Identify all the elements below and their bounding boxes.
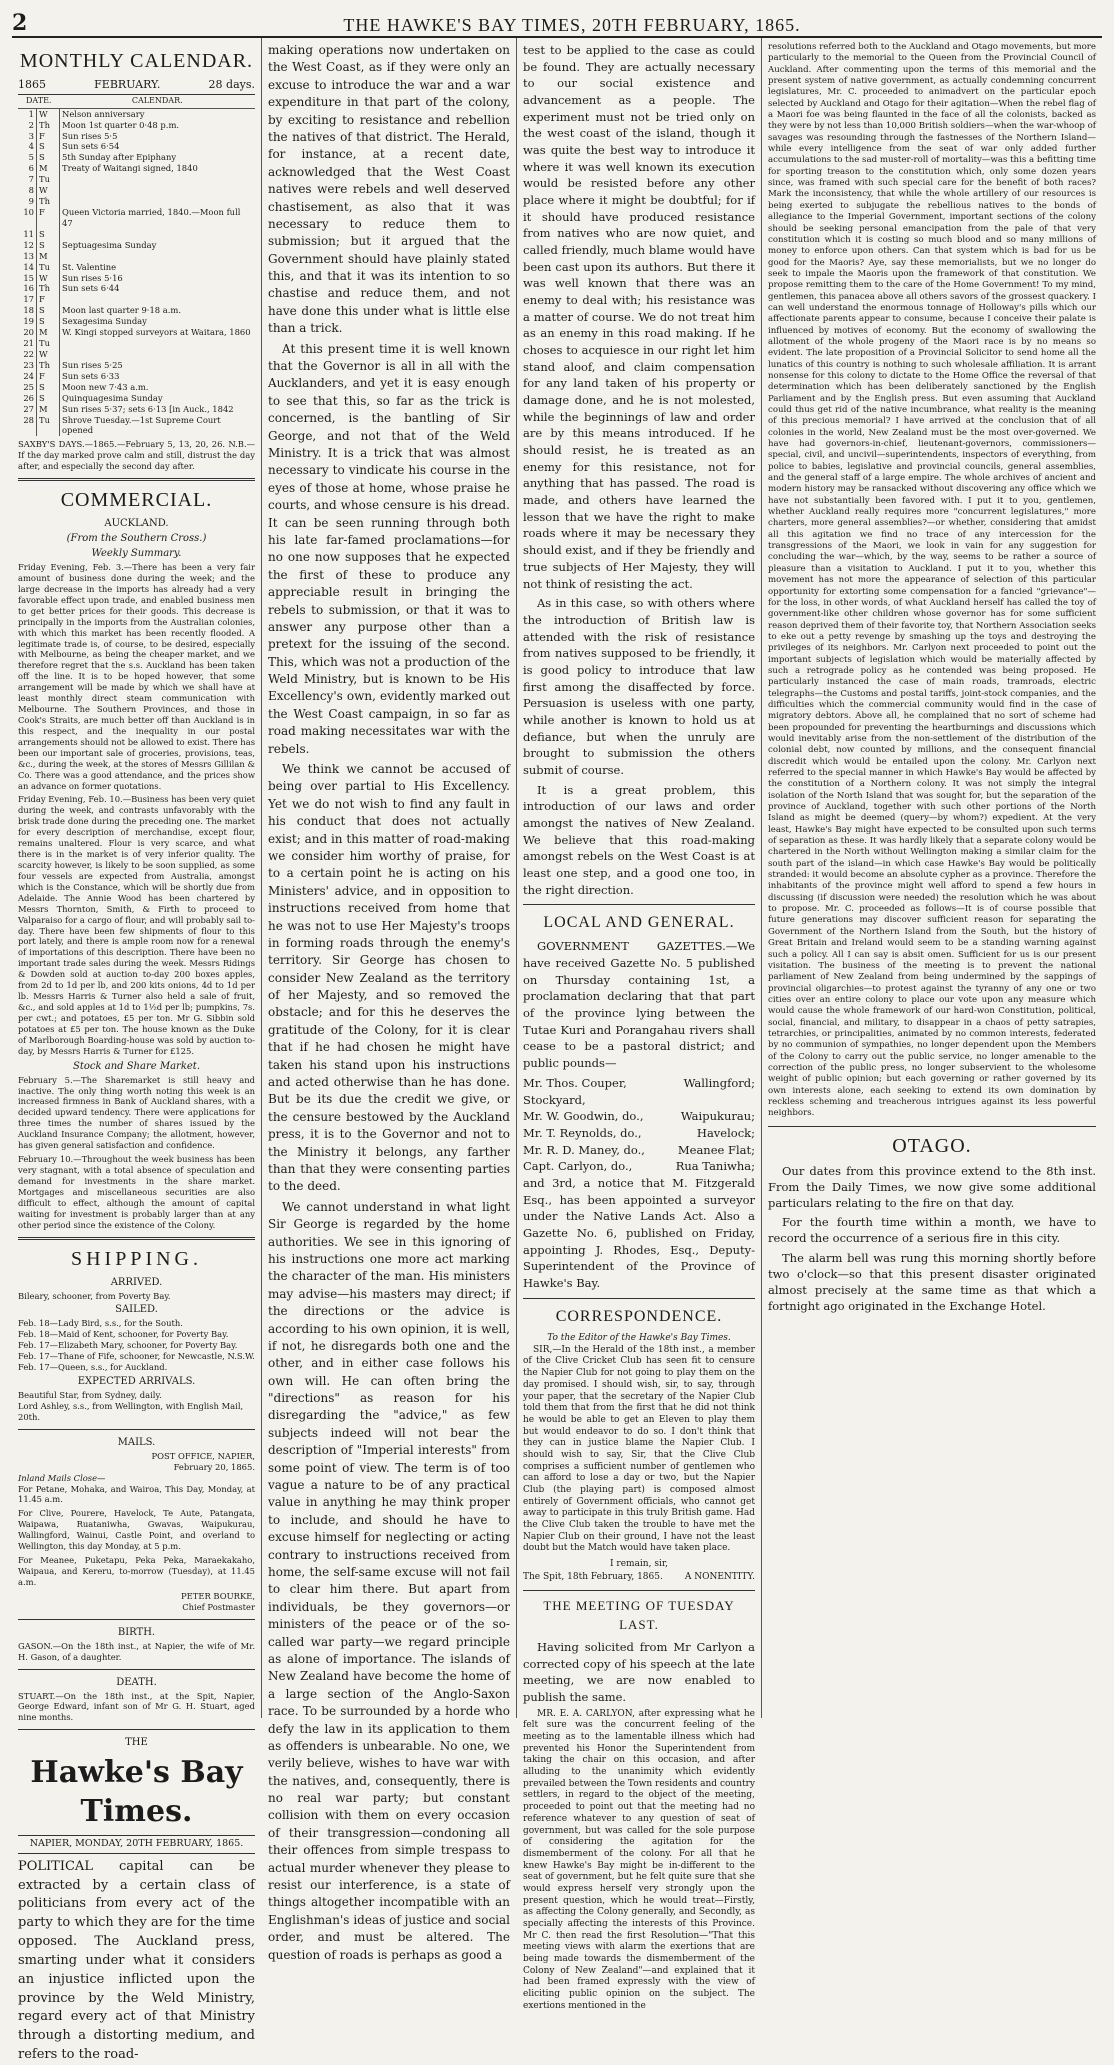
otago-paragraph: The alarm bell was rung this morning shortly before two o'clock—so that this present disaster originated almost precisely at the same time as that which a fortnight ago originated in the Exchange Hotel. xyxy=(768,1250,1096,1313)
calendar-row xyxy=(18,131,255,142)
expected-heading: EXPECTED ARRIVALS. xyxy=(77,1376,196,1388)
calendar-cell-weekday: M xyxy=(37,163,60,174)
calendar-cell-event: Sexagesima Sunday xyxy=(62,316,147,327)
calendar-cell-day-number: 17 xyxy=(18,294,37,305)
calendar-cell-day-number: 28 xyxy=(18,415,37,437)
calendar-cell-weekday: F xyxy=(37,131,60,142)
calendar-cell-day-number: 8 xyxy=(18,185,37,196)
correspondence-title: CORRESPONDENCE. xyxy=(555,1307,723,1325)
otago-paragraph: Our dates from this province extend to the 8th inst. From the Daily Times, we now give some additional particulars relating to the fire on that day. xyxy=(768,1164,1096,1211)
calendar-cell-day-number: 19 xyxy=(18,316,37,327)
calendar-row xyxy=(18,108,255,119)
saxby-days: SAXBY'S DAYS.—1865.—February 5, 13, 20, 26. N.B.—If the day marked prove calm and still, distrust the day after, and especially the second day after. xyxy=(18,439,255,472)
calendar-cell-event xyxy=(60,174,256,185)
calendar-cell-weekday: S xyxy=(37,141,60,152)
calendar-cell-event: Moon 1st quarter 0·48 p.m. xyxy=(62,119,180,130)
sailing-entry: Feb. 18—Lady Bird, s.s., for the South. xyxy=(18,1318,183,1329)
calendar-cell-event xyxy=(60,294,256,305)
mails-title: MAILS. xyxy=(117,1436,156,1448)
post-office: POST OFFICE, NAPIER, xyxy=(151,1450,255,1461)
calendar-row xyxy=(18,120,255,131)
stock-paragraph: February 10.—Throughout the week business has been very stagnant, with a total absence of speculation and demand for investments in the share market. Mortgages and miscellaneous securities are also difficult to effect, although the amount of capital waiting for investment is probably larger than at any other period since the existence of the Colony. xyxy=(18,1154,255,1230)
calendar-cell-day-number: 21 xyxy=(18,338,37,349)
calendar-cell-event xyxy=(60,251,256,262)
calendar-cell-event: Sun rises 5·25 xyxy=(62,359,123,370)
calendar-cell-weekday: F xyxy=(37,371,60,382)
calendar-cell-day-number: 16 xyxy=(18,283,37,294)
pound-place: Wallingford; xyxy=(683,1075,755,1090)
calendar-cell-day-number: 23 xyxy=(18,360,37,371)
calendar-cell-event xyxy=(60,338,256,349)
calendar-cell-day-number: 18 xyxy=(18,305,37,316)
calendar-cell-event: Shrove Tuesday.—1st Supreme Court opened xyxy=(62,414,221,436)
calendar-cell-day-number: 5 xyxy=(18,152,37,163)
pound-place: Waipukurau; xyxy=(680,1109,755,1124)
commercial-paragraph: Friday Evening, Feb. 10.—Business has been very quiet during the week, and contrasts unfavorably with the brisk trade done during the preceding one. The market for every description of merchandise, except flour, remains unaltered. Flour is very scarce, and what there is in the market is of very inferior quality. The scarcity however, is likely to be soon supplied, as some four vessels are expected from Australia, amongst which is the Constance, which will be shortly due from Adelaide. The Annie Wood has been chartered by Messrs Thornton, Smith, & Firth to proceed to Valparaiso for a cargo of flour, and will probably sail to-day. There have been few shipments of flour to this port lately, and there is ample room now for a renewal of importations of this description. There have been no important trade sales during the week. Messrs Ridings & Dowden sold at auction to-day 200 boxes apples, from 2d to 1d per lb, and 200 kits onions, 4d to 1d per lb. Messrs Harris & Turner also held a sale of fruit, &c., and sold apples at 1d to 1½d per lb; pumpkins, 7s. per cwt.; and potatoes, £5 per ton. Mr G. Sibbin sold potatoes at £5 per ton. The house known as the Duke of Marlborough Boarding-house was sold by auction to-day, by Messrs Harris & Turner for £125. xyxy=(18,794,255,1056)
calendar-cell-event: Sun rises 5·5 xyxy=(62,130,118,141)
expected-entry: Lord Ashley, s.s., from Wellington, with English Mail, 20th. xyxy=(18,1400,244,1422)
calendar-days: 28 days. xyxy=(208,78,255,91)
calendar-cell-weekday: Th xyxy=(37,196,60,207)
calendar-row xyxy=(18,262,255,273)
calendar-cell-weekday: S xyxy=(37,305,60,316)
calendar-cell-event: Sun sets 6·44 xyxy=(62,283,120,294)
arrived-heading: ARRIVED. xyxy=(110,1276,163,1288)
sailing-entry: Feb. 17—Queen, s.s., for Auckland. xyxy=(18,1362,168,1373)
pound-place: Havelock; xyxy=(696,1125,755,1140)
meeting-speech: MR. E. A. CARLYON, after expressing what he felt sure was the concurrent feeling of the meeting as to the lamentable illness which had prevented his Honor the Superintendent from taking the chair on this occasion, and after alluding to the unanimity which evidently prevailed between the Town residents and country settlers, in regard to the object of the meeting, proceeded to point out that the meeting had no reference whatever to any question of seat of government, but was called for the sole purpose of considering the agitation for the dismemberment of the colony. For all that he knew Hawke's Bay might be in-different to the seat of government, but he felt quite sure that she would express herself very strongly upon the present question, which he would treat—Firstly, as affecting the Colony generally, and Secondly, as specially affecting the interests of this Province. Mr C. then read the first Resolution—"That this meeting views with alarm the exertions that are being made towards the dismemberment of the Colony of New Zealand"—and explained that it had been framed expressly with the view of eliciting public opinion on the subject. The exertions mentioned in the xyxy=(523,1708,755,2011)
pound-entry xyxy=(523,1108,755,1125)
birth-notice: GASON.—On the 18th inst., at Napier, the wife of Mr. H. Gason, of a daughter. xyxy=(18,1640,255,1662)
calendar-cell-event: Queen Victoria married, 1840.—Moon full 47 xyxy=(62,206,241,228)
pound-keeper: Mr. R. D. Maney, do., xyxy=(523,1142,645,1157)
calendar-row xyxy=(18,251,255,262)
arrived-list xyxy=(18,1291,255,1302)
leader-opening: POLITICAL capital can be extracted by a certain class of politicians from every act of the party to which they are for the time opposed. The Auckland press, smarting under what it considers an injustice inflicted upon the province by the Weld Ministry, regard every act of that Ministry through a distorting medium, and refers to the road- xyxy=(18,1858,255,2063)
calendar-cell-weekday: S xyxy=(37,393,60,404)
correspondence-to: To the Editor of the Hawke's Bay Times. xyxy=(547,1332,731,1343)
calendar-cell-weekday: W xyxy=(37,273,60,284)
calendar-row xyxy=(18,174,255,185)
calendar-row xyxy=(18,240,255,251)
calendar-row xyxy=(18,305,255,316)
calendar-year: 1865 xyxy=(18,78,46,91)
calendar-cell-day-number: 9 xyxy=(18,196,37,207)
calendar-cell-weekday: M xyxy=(37,251,60,262)
pound-keeper: Mr. Thos. Couper, Stockyard, xyxy=(523,1075,627,1107)
calendar-cell-weekday: W xyxy=(37,108,60,119)
calendar-cell-weekday: M xyxy=(37,327,60,338)
pound-keeper: Mr. W. Goodwin, do., xyxy=(523,1109,644,1124)
calendar-cell-day-number: 20 xyxy=(18,327,37,338)
column-2 xyxy=(262,38,517,1962)
inland-mails-close: Inland Mails Close— xyxy=(18,1472,106,1483)
calendar-cell-day-number: 6 xyxy=(18,163,37,174)
correspondence-signature: A NONENTITY. xyxy=(684,1572,755,1583)
calendar-cell-event: Treaty of Waitangi signed, 1840 xyxy=(62,163,198,174)
calendar-cell-day-number: 12 xyxy=(18,240,37,251)
commercial-place: AUCKLAND. xyxy=(104,518,169,530)
pound-entry xyxy=(523,1158,755,1175)
weekly-summary-heading: Weekly Summary. xyxy=(91,548,182,560)
calendar-cell-event: Quinquagesima Sunday xyxy=(62,392,163,403)
stock-market-heading: Stock and Share Market. xyxy=(73,1060,200,1072)
pound-place: Meanee Flat; xyxy=(677,1142,755,1157)
calendar-cell-event: Sun rises 5·16 xyxy=(62,272,123,283)
calendar-row xyxy=(18,360,255,371)
otago-title: OTAGO. xyxy=(892,1134,972,1157)
column-3 xyxy=(517,38,762,2011)
calendar-row xyxy=(18,207,255,229)
calendar-cell-event xyxy=(60,196,256,207)
calendar-cell-day-number: 13 xyxy=(18,251,37,262)
calendar-cell-weekday: Tu xyxy=(37,338,60,349)
death-notice: STUART.—On the 18th inst., at the Spit, Napier, George Edward, infant son of Mr G. H. Stuart, aged nine months. xyxy=(18,1690,255,1723)
calendar-cell-day-number: 4 xyxy=(18,141,37,152)
calendar-cell-weekday: F xyxy=(37,207,60,229)
mail-paragraph: For Petane, Mohaka, and Wairoa, This Day, Monday, at 11.45 a.m. xyxy=(18,1483,255,1505)
calendar-row xyxy=(18,415,255,437)
paper-dateline: NAPIER, MONDAY, 20TH FEBRUARY, 1865. xyxy=(18,1835,255,1853)
calendar-cell-event: St. Valentine xyxy=(62,261,117,272)
leader-paragraph: We think we cannot be accused of being over partial to His Excellency. Yet we do not wish to find any fault in his conduct that does not actually exist; and in this matter of road-making we consider him worthy of praise, for to a certain point he is acting on his Ministers' advice, and in opposition to instructions received from home that he was not to use Her Majesty's troops in forming roads through the enemy's territory. Sir George has chosen to consider New Zealand as the territory of her Majesty, and so removed the obstacle; and for this he deserves the gratitude of the Colony, for it is clear that if he had chosen he might have taken his stand upon his instructions and acted otherwise than he has done. But be its due the credit we give, or the censure bestowed by the Auckland press, it is to the Governor and not to the Ministry it belongs, any farther than that they were consenting parties to the deed. xyxy=(268,762,510,1194)
newspaper-page xyxy=(12,6,1102,2063)
calendar-cell-day-number: 2 xyxy=(18,120,37,131)
calendar-row xyxy=(18,404,255,415)
arrival-entry: Bileary, schooner, from Poverty Bay. xyxy=(18,1290,171,1301)
calendar-row xyxy=(18,229,255,240)
calendar-cell-day-number: 26 xyxy=(18,393,37,404)
leader-paragraph: test to be applied to the case as could be found. They are actually necessary to our social existence and advancement as a people. The experiment must not be tried only on the west coast of the island, though it was quite the best way to introduce it where it was well known its execution would be resisted before any other place where it might be doubtful; for if it should have produced resistance from natives who are now quiet, and called friendly, much blame would have been cast upon its authors. But there it was well known that there was an enemy to deal with; his resistance was a matter of course. We do not treat him as an enemy in this road making. If he choses to acquiesce in our right let him stand aloof, and claim compensation for any land taken of his property or damage done, and he is not molested, while the beginnings of law and order are by this means introduced. If he should resist, he is treated as an enemy for this resistance, not for anything that has passed. The road is made, and others have learned the lesson that we have the right to make roads where it may be necessary they should exist, and if they be friendly and true subjects of Her Majesty, they will not think of resisting the act. xyxy=(523,43,755,591)
calendar-cell-weekday: S xyxy=(37,152,60,163)
resolutions-text: resolutions referred both to the Auckland and Otago movements, but more particularly to the memorial to the Queen from the Provincial Council of Auckland. After commenting upon the terms of this memorial and the present system of native government, as actually condemning concurrent legislatures, Mr. C. proceeded to animadvert on the particular epoch selected by Auckland and Otago for their agitation—When the rebel flag of a Maori foe was being flaunted in the face of all the colonists, backed as they were by not less than 10,000 British soldiers—when the war-whoop of savages was resounding through the fastnesses of the Northern Island—while every intelligence from the seat of war only added further accumulations to the sad muster-roll of mortality—was this a befitting time for sporting treason to the constitution which, only some dozen years since, was framed with such special care for the benefit of both races? Mark the inconsistency, that while the whole artillery of our resources is being exerted to subjugate the rebellious natives to the bonds of allegiance to the Imperial Government, important sections of the colony should be seeking personal emancipation from the pale of that very constitution which it is costing so much blood and so many millions of money to enforce upon others. Can that system which is bad for us be good for the Maoris? Aye, say these memorialists, but we no longer do seek to impale the Maoris upon the framework of that constitution. We propose remitting them to the care of the Home Government! To my mind, gentlemen, this panacea above all others savors of the grossest quackery. I can well understand the enormous tonnage of Holloway's pills which our affectionate parents appear to consume, because I conceive their palate is influenced by motives of economy. But the economy of swallowing the allotment of the whole progeny of the Maori race is by no means so evident. The late proposition of a Provincial Solicitor to send home all the lunatics of this country is nothing to such wholesale affiliation. It is arrant nonsense for this colony to dictate to the Home Office the reversal of that determination which has been deliberately sanctioned by the English Parliament and by the English press. But even assuming that Auckland could thus get rid of the native incumbrance, what reality is the meaning of this precious memorial? I have arrived at the conclusion that of all colonies in the world, New Zealand must be the most over-governed. We have had governors-in-chief, lieutenant-governors, commissioners—special, civil, and uncivil—superintendents, inspectors of everything, from police to babies, legislative and provincial councils, general assemblies, and the general staff of a large empire. The whole archives of ancient and modern history may be ransacked without discovering any office which we have not substantially been favored with. I put it to you, gentlemen, whether Auckland really requires more "concurrent legislatures," more charters, more general assemblies?—or whether, considering that amidst all this agitation we find no trace of any intercession for the transgressions of the Maori, we look in vain for any suggestion for concluding the war—which, by the way, seems to be rather a source of pleasure than a visitation to Auckland. I put it to you, whether this movement has not more the appearance of selection of this particular opportunity for extorting some compensation for a fancied "grievance"—for the loss, in other words, of what Auckland herself has called the toy of government-like other children whose governor has for some sufficient reason deprived them of their favorite toy, that Northern Association seeks to eke out a petty revenge by smashing up the toys and destroying the privileges of its neighbors. Mr. Carlyon next proceeded to point out the important subjects of legislation which would be materially affected by such a retrograde policy as he contended was being proposed. He particularly instanced the case of main roads, tramroads, electric telegraphs—the Customs and postal tariffs, joint-stock companies, and the difficulties which the commercial community would find in the case of migratory debtors. Above all, he complained that no sort of scheme had been propounded for preventing the heartburnings and discussions which would inevitably arise from the non-settlement of the distribution of the colonial debt, now counted by millions, and the consequent financial discredit which would be entailed upon the colony. Mr. Carlyon next referred to the special manner in which Hawke's Bay would be affected by the constitution of a Northern colony. It was not simply the integral isolation of the North Island that was sought for, but the separation of the province of Auckland, together with such other portions of the North Island as might be deemed (query—by whom?) expedient. At the very least, Hawke's Bay might have expected to be consulted upon such terms of separation as these. It was hardly likely that a separate colony would be chartered in the North without Wellington making a similar claim for the south part of the island—in which case Hawke's Bay would be politically stranded: it would become an absolute cypher as a province. Therefore the inhabitants of the province might well afford to spend a few hours in discussing (if discussion were needed) the resolution which he was about to propose. Mr. C. proceeded as follows—It is of course possible that future generations may discover sufficient reason for separating the Government of the Northern Island from the South, but the history of Great Britain and Ireland would seem to be a standing warning against such a policy. All I can say is absit omen. Sufficient for us is our present visitation. The business of the meeting is to prevent the national parliament of New Zealand from being undermined by the sappings of provincial oligarchies—to protest against the tyranny of any one or two cities over an entire colony to place our vote upon any measure which would cause the whole framework of our hard-won Constitution, political, social, financial, and military, to disappear in a chaos of petty satrapies, tetrarchies, or principalities, animated by no common interests, federated by no communion of sympathies, no longer dependent upon the Members of the Colony to carry out the public service, no longer amenable to the correction of the public press, no longer subservient to the wholesome weight of public opinion; but each governing or rather governed by its own interests alone, each seeking to extend its own domination by reckless scheming and treacherous intrigues against its less powerful neighbors. xyxy=(768,42,1097,1119)
calendar-cell-weekday: Tu xyxy=(37,415,60,437)
calendar-cell-weekday: Tu xyxy=(37,174,60,185)
calendar-cell-event: Nelson anniversary xyxy=(62,108,145,119)
calendar-row xyxy=(18,152,255,163)
calendar-cell-weekday: Th xyxy=(37,360,60,371)
paper-nameplate: Hawke's Bay Times. xyxy=(30,1755,243,1830)
calendar-cell-day-number: 10 xyxy=(18,207,37,229)
running-head: THE HAWKE'S BAY TIMES, 20TH FEBRUARY, 1865. xyxy=(343,15,801,35)
commercial-title: COMMERCIAL. xyxy=(60,489,213,512)
calendar-row xyxy=(18,273,255,284)
calendar-cell-weekday: S xyxy=(37,382,60,393)
page-number: 2 xyxy=(12,10,28,36)
postmaster-name: PETER BOURKE, xyxy=(181,1590,255,1601)
stock-paragraph: February 5.—The Sharemarket is still heavy and inactive. The only thing worth noting this week is an increased firmness in Bank of Auckland shares, with a decided upward tendency. There were applications for three times the number of shares issued by the Auckland Insurance Company; the allotment, however, has given general satisfaction and confidence. xyxy=(18,1074,255,1151)
calendar-table xyxy=(18,95,255,436)
calendar-cell-event: W. Kingi stopped surveyors at Waitara, 1860 xyxy=(62,327,251,338)
calendar-row xyxy=(18,283,255,294)
correspondence-place: The Spit, 18th February, 1865. xyxy=(523,1572,663,1583)
commercial-source: (From the Southern Cross.) xyxy=(66,533,207,545)
leader-paragraph: making operations now undertaken on the West Coast, as if they were only an excuse to introduce the war and a war expenditure in that part of the colony, by exciting to resistance and rebellion the natives of that district. The Herald, for instance, at a recent date, acknowledged that the West Coast natives were rebels and well deserved chastisement, as also that it was necessary to reduce them to submission; but it argued that the Government should have plainly stated this, and that it was its intention to so chastise and reduce them, and not have done this under what is little else than a trick. xyxy=(268,43,510,336)
calendar-col-date: DATE. xyxy=(18,95,60,108)
gazette-paragraph: and 3rd, a notice that M. Fitzgerald Esq., has been appointed a surveyor under the Native Lands Act. Also a Gazette No. 6, published on Friday, appointing J. Rhodes, Esq., Deputy-Superintendent of the Province of Hawke's Bay. xyxy=(523,1175,755,1290)
expected-entry: Beautiful Star, from Sydney, daily. xyxy=(18,1390,162,1401)
calendar-cell-day-number: 11 xyxy=(18,229,37,240)
calendar-row xyxy=(18,163,255,174)
calendar-cell-day-number: 24 xyxy=(18,371,37,382)
sailing-entry: Feb. 17—Elizabeth Mary, schooner, for Poverty Bay. xyxy=(18,1340,238,1351)
calendar-cell-day-number: 1 xyxy=(18,108,37,119)
calendar-row xyxy=(18,338,255,349)
calendar-cell-day-number: 7 xyxy=(18,174,37,185)
leader-paragraph: At this present time it is well known that the Governor is all in all with the Aucklanders, and yet it is easy enough to see that this, so far as the trick is concerned, is the bantling of Sir George, and not that of the Weld Ministry. It is a trick that was almost necessary to vindicate his course in the eyes of those at home, whose praise he courts, and whose censure is his dread. It can be seen running through both his late far-famed proclamations—for no one now supposes that he expected the first of these to produce any appreciable result in bringing the rebels to submission, or that it was to answer any purpose other than a pretext for the issuing of the second. This, which was not a production of the Weld Ministry, but is known to be His Excellency's own, evidently marked out the West Coast campaign, in so far as road making necessitates war with the rebels. xyxy=(268,341,510,756)
commercial-paragraph: Friday Evening, Feb. 3.—There has been a very fair amount of business done during the week; and the large decrease in the imports has already had a very favorable effect upon trade, and enabled business men to get better prices for their goods. This decrease is principally in the imports from the Australian colonies, with which this market has been recently flooded. A legitimate trade is, of course, to be desired, especially with Melbourne, as being the cheaper market, and we therefore regret that the s.s. Auckland has been taken off the line. It is to be hoped however, that some arrangement will be made by which we shall have at least monthly direct steam communication with Melbourne. The Southern Provinces, and those in Cook's Straits, are much better off than Auckland is in this respect, and the inequality in our postal arrangements should not be allowed to exist. There has been our important sale of groceries, provisions, teas, &c., during the week, at the stores of Messrs Gillilan & Co. There was a good attendance, and the prices show an advance on former quotations. xyxy=(18,562,255,791)
birth-title: BIRTH. xyxy=(117,1626,156,1638)
calendar-cell-weekday: S xyxy=(37,316,60,327)
calendar-cell-weekday: S xyxy=(37,229,60,240)
calendar-title: MONTHLY CALENDAR. xyxy=(19,50,254,72)
column-1 xyxy=(12,38,262,2063)
calendar-cell-event: Sun sets 6·33 xyxy=(62,370,120,381)
calendar-cell-weekday: W xyxy=(37,349,60,360)
leader-paragraph: It is a great problem, this introduction of our laws and order amongst the natives of New Zealand. We believe that this road-making amongst rebels on the West Coast is at least one step, and a good one too, in the right direction. xyxy=(523,782,755,897)
postmaster-title: Chief Postmaster xyxy=(182,1601,255,1612)
calendar-cell-day-number: 25 xyxy=(18,382,37,393)
calendar-row xyxy=(18,196,255,207)
correspondence-letter: SIR,—In the Herald of the 18th inst., a member of the Clive Cricket Club has seen fit to censure the Napier Club for not going to play them on the day promised. I should wish, sir, to say, through your paper, that the secretary of the Napier Club told them that from the first that he did not think he would be able to get an Eleven to play them but would endeavor to do so. I don't think that they can in justice blame the Napier Club. I should wish to say, Sir, that the Clive Club comprises a sufficient number of gentlemen who can afford to lose a day or two, but the Napier Club (the playing part) is composed almost entirely of Government officials, who cannot get away to participate in this truly British game. Had the Clive Club taken the trouble to have met the Napier Club on their ground, I have not the least doubt but the Match would have taken place. xyxy=(523,1344,755,1554)
meeting-intro: Having solicited from Mr Carlyon a corrected copy of his speech at the late meeting, we are now enabled to publish the same. xyxy=(523,1639,755,1704)
calendar-row xyxy=(18,294,255,305)
sailing-entry: Feb. 17—Thane of Fife, schooner, for Newcastle, N.S.W. xyxy=(18,1351,255,1362)
calendar-cell-event: 5th Sunday after Epiphany xyxy=(62,152,177,163)
calendar-cell-day-number: 3 xyxy=(18,131,37,142)
calendar-row xyxy=(18,371,255,382)
meeting-title: THE MEETING OF TUESDAY LAST. xyxy=(543,1598,735,1633)
calendar-cell-weekday: F xyxy=(37,294,60,305)
calendar-cell-weekday: Th xyxy=(37,283,60,294)
calendar-cell-day-number: 15 xyxy=(18,273,37,284)
mail-paragraph: For Clive, Pourere, Havelock, Te Aute, Patangata, Waipawa, Ruataniwha, Gwavas, Waipukurau, Wallingford, Wainui, Castle Point, and overland to Wellington, this day Monday, at 5 p.m. xyxy=(18,1508,255,1552)
calendar-row xyxy=(18,185,255,196)
pound-keeper: Mr. T. Reynolds, do., xyxy=(523,1125,642,1140)
calendar-cell-event xyxy=(60,349,256,360)
mail-paragraph: For Meanee, Puketapu, Peka Peka, Maraekakaho, Waipaua, and Kereru, to-morrow (Tuesday), at 11.45 a.m. xyxy=(18,1555,255,1587)
calendar-month: FEBRUARY. xyxy=(94,78,161,91)
calendar-cell-day-number: 14 xyxy=(18,262,37,273)
calendar-cell-weekday: Tu xyxy=(37,262,60,273)
pound-entry xyxy=(523,1142,755,1159)
calendar-row xyxy=(18,141,255,152)
pounds-list xyxy=(523,1075,755,1175)
sailed-list xyxy=(18,1318,255,1373)
shipping-title: SHIPPING. xyxy=(70,1247,203,1270)
calendar-cell-weekday: W xyxy=(37,185,60,196)
calendar-cell-day-number: 22 xyxy=(18,349,37,360)
calendar-cell-event: Septuagesima Sunday xyxy=(62,239,157,250)
pound-keeper: Capt. Carlyon, do., xyxy=(523,1159,633,1174)
mails-date: February 20, 1865. xyxy=(173,1461,255,1472)
calendar-row xyxy=(18,382,255,393)
column-4 xyxy=(762,38,1102,1718)
calendar-row xyxy=(18,327,255,338)
calendar-cell-day-number: 27 xyxy=(18,404,37,415)
calendar-row xyxy=(18,349,255,360)
calendar-cell-event xyxy=(60,185,256,196)
calendar-cell-event: Sun sets 6·54 xyxy=(62,141,120,152)
gazette-paragraph: GOVERNMENT GAZETTES.—We have received Gazette No. 5 published on Thursday containing 1st, a proclamation declaring that that part of the province lying between the Tutae Kuri and Porangahau rivers shall cease to be a pastoral district; and public pounds— xyxy=(523,939,755,1071)
otago-paragraph: For the fourth time within a month, we have to record the occurrence of a serious fire in this city. xyxy=(768,1215,1096,1246)
calendar-cell-weekday: M xyxy=(37,404,60,415)
sailing-entry: Feb. 18—Maid of Kent, schooner, for Poverty Bay. xyxy=(18,1329,229,1340)
masthead xyxy=(12,6,1102,38)
calendar-col-calendar: CALENDAR. xyxy=(60,95,256,108)
calendar-cell-weekday: S xyxy=(37,240,60,251)
death-title: DEATH. xyxy=(116,1676,157,1688)
calendar-row xyxy=(18,316,255,327)
pound-entry xyxy=(523,1075,755,1108)
calendar-cell-weekday: Th xyxy=(37,120,60,131)
correspondence-remain: I remain, sir, xyxy=(609,1559,668,1570)
leader-paragraph: As in this case, so with others where the introduction of British law is attended with the risk of resistance from natives supposed to be friendly, it is good policy to introduce that law first among the disaffected by force. Persuasion is useless with one party, while another is known to hold us at defiance, but when the unruly are brought to submission the others submit of course. xyxy=(523,596,755,777)
sailed-heading: SAILED. xyxy=(115,1304,158,1316)
calendar-row xyxy=(18,393,255,404)
local-general-title: LOCAL AND GENERAL. xyxy=(543,914,735,932)
calendar-header xyxy=(18,78,255,95)
pound-entry xyxy=(523,1125,755,1142)
leader-paragraph: We cannot understand in what light Sir George is regarded by the home authorities. We see in this ignoring of his instructions one more act marking the character of the man. His ministers may advise—his masters may direct; if the directions or the advice is according to his own opinion, it is well, if not, he disregards both one and the other, and in either case follows his own will. He can often bring the "directions" as reason for his disregarding the "advice," as few subjects indeed will not bear the description of "Imperial interests" from some point of view. The term is of too vague a nature to be of any practical value in anything he may think proper to include, and should he have to excuse himself for neglecting or acting contrary to instructions received from home, the self-same excuse will not fail to clear him there. But apart from individuals, be they governors—or ministers of the peace or of the so-called war party—we regard principle as alone of importance. The islands of New Zealand have become the home of a large section of the Anglo-Saxon race. To be surrounded by a horde who defy the law in its application to them as offenders is unbearable. No one, we verily believe, wishes to have war with the natives, and, consequently, there is no real war party; but constant collision with them on every occasion of their transgression—condoning all their offences from simple trespass to actual murder whenever they please to resist our interference, is a state of things altogether incompatible with an Englishman's ideas of justice and social order, and must be altered. The question of roads is perhaps as good a xyxy=(268,1199,510,1962)
calendar-cell-event: Moon last quarter 9·18 a.m. xyxy=(62,305,182,316)
calendar-cell-event: Moon new 7·43 a.m. xyxy=(62,381,149,392)
calendar-cell-event: Sun rises 5·37; sets 6·13 [in Auck., 1842 xyxy=(62,403,234,414)
pound-place: Rua Taniwha; xyxy=(675,1159,755,1174)
expected-list xyxy=(18,1390,255,1423)
calendar-cell-event xyxy=(60,229,256,240)
paper-the: THE xyxy=(125,1737,148,1749)
